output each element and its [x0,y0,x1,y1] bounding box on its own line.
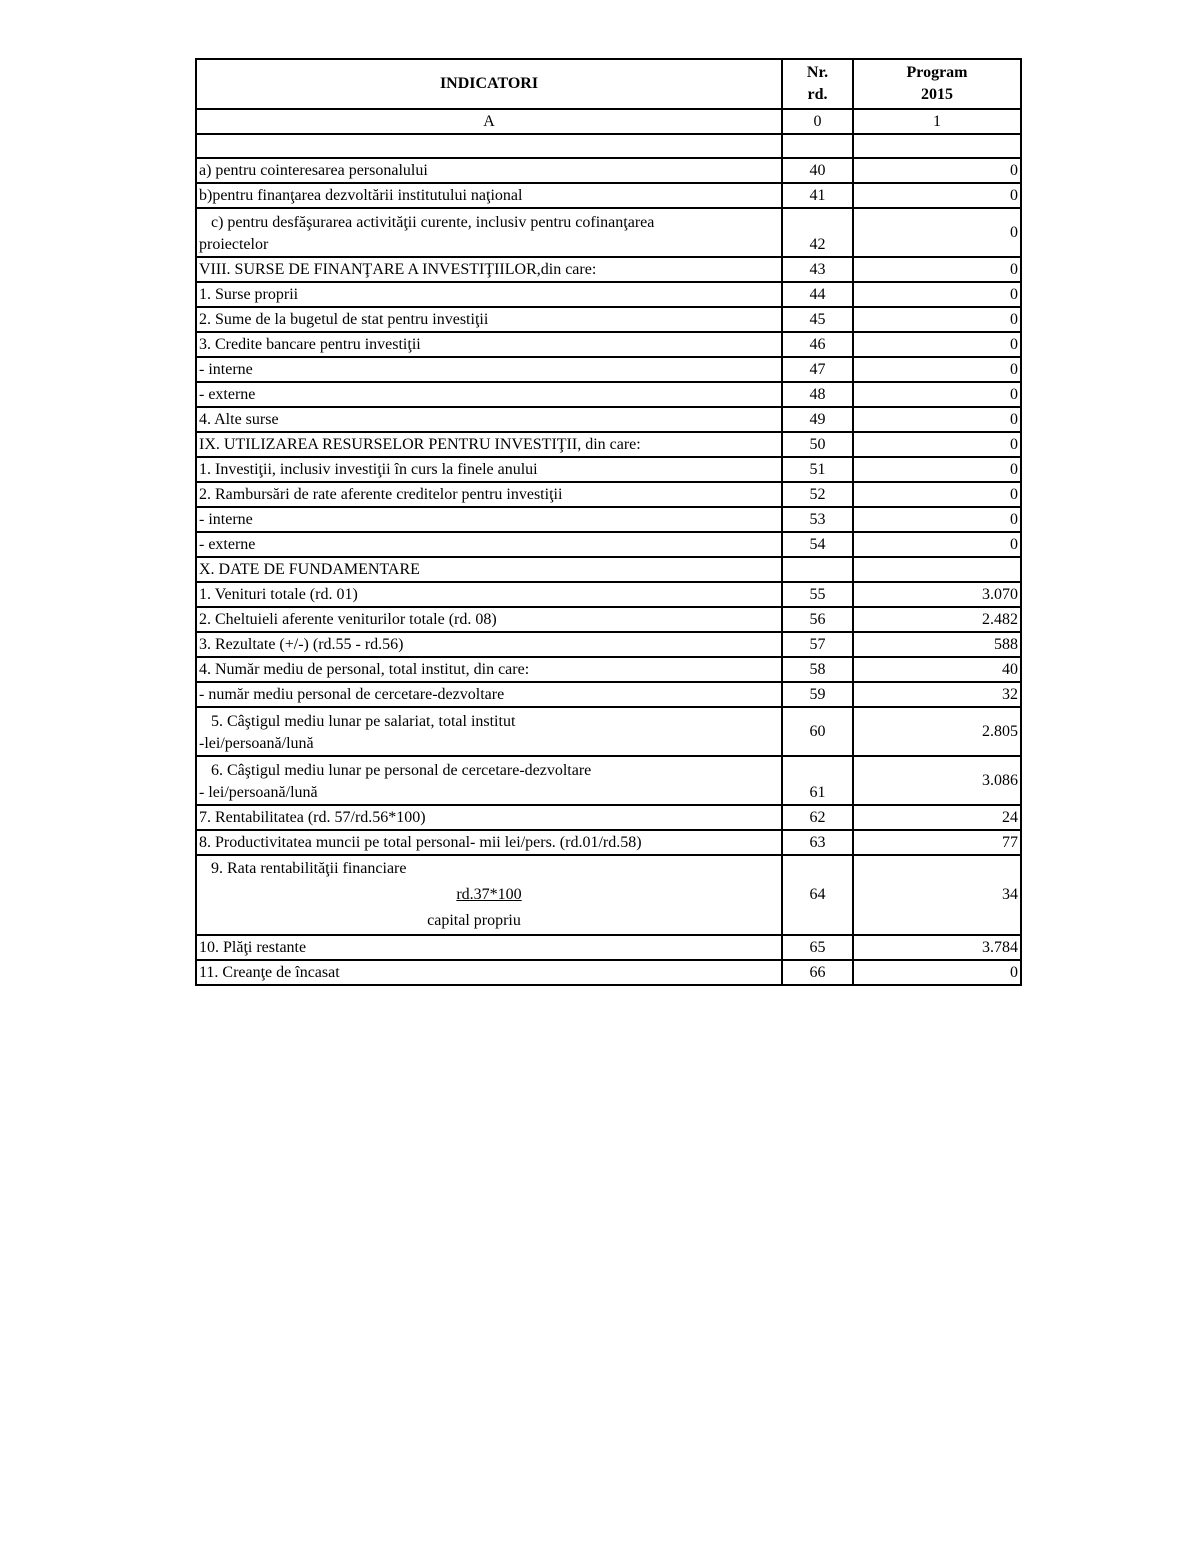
row-nr: 43 [782,257,853,282]
table-row [196,382,1021,407]
row-value: 0 [853,432,1021,457]
row-label: IX. UTILIZAREA RESURSELOR PENTRU INVESTIŢII, din care: [196,432,782,457]
row-value: 0 [853,183,1021,208]
row-label: 8. Productivitatea muncii pe total personal- mii lei/pers. (rd.01/rd.58) [196,830,782,855]
row-nr: 40 [782,158,853,183]
row-label: 1. Venituri totale (rd. 01) [196,582,782,607]
row-label [196,855,782,935]
table-row [196,407,1021,432]
table-row [196,357,1021,382]
row-label: - externe [196,382,782,407]
row-nr: 53 [782,507,853,532]
index-row [196,109,1021,134]
fraction-numerator: rd.37*100 [456,886,522,903]
table-row [196,657,1021,682]
row-nr: 46 [782,332,853,357]
table-row [196,855,1021,935]
row-label: b)pentru finanţarea dezvoltării institutului naţional [196,183,782,208]
empty-cell [196,134,782,158]
row-label [196,707,782,756]
row-label [196,208,782,257]
table-row [196,707,1021,756]
row-label: 2. Rambursări de rate aferente creditelor pentru investiţii [196,482,782,507]
row-nr: 61 [782,756,853,805]
row-value: 3.070 [853,582,1021,607]
row-value: 0 [853,407,1021,432]
row-label: a) pentru cointeresarea personalului [196,158,782,183]
row-label: 10. Plăţi restante [196,935,782,960]
table-row [196,756,1021,805]
header-nr [782,59,853,109]
index-nr: 0 [782,109,853,134]
row-nr: 57 [782,632,853,657]
table-row [196,208,1021,257]
row-label-line1: 5. Câştigul mediu lunar pe salariat, total institut [211,713,516,730]
row-label: X. DATE DE FUNDAMENTARE [196,557,782,582]
table-row [196,457,1021,482]
row-value: 0 [853,307,1021,332]
table-row [196,332,1021,357]
row-label: - număr mediu personal de cercetare-dezvoltare [196,682,782,707]
row-label-line1: 9. Rata rentabilităţii financiare [211,860,407,877]
row-nr: 54 [782,532,853,557]
row-nr: 55 [782,582,853,607]
row-nr: 63 [782,830,853,855]
row-label-line1: 6. Câştigul mediu lunar pe personal de cercetare-dezvoltare [211,762,592,779]
row-nr: 64 [782,855,853,935]
table-row [196,682,1021,707]
row-nr: 65 [782,935,853,960]
row-label: 3. Rezultate (+/-) (rd.55 - rd.56) [196,632,782,657]
row-nr: 66 [782,960,853,985]
row-value: 0 [853,507,1021,532]
row-label: 2. Sume de la bugetul de stat pentru investiţii [196,307,782,332]
table-row [196,532,1021,557]
row-value: 24 [853,805,1021,830]
row-nr: 62 [782,805,853,830]
row-nr: 47 [782,357,853,382]
row-label: 1. Surse proprii [196,282,782,307]
row-label: 7. Rentabilitatea (rd. 57/rd.56*100) [196,805,782,830]
row-nr: 41 [782,183,853,208]
row-nr: 50 [782,432,853,457]
table-row [196,935,1021,960]
row-value: 40 [853,657,1021,682]
row-label: - externe [196,532,782,557]
row-value: 32 [853,682,1021,707]
row-label-line2: proiectelor [199,236,269,253]
header-program-line2: 2015 [921,86,953,103]
table-row [196,607,1021,632]
row-nr: 42 [782,208,853,257]
row-nr [782,557,853,582]
header-row [196,59,1021,109]
table-row [196,830,1021,855]
table-row [196,482,1021,507]
indicators-table [195,58,1022,986]
index-a: A [196,109,782,134]
row-value: 0 [853,457,1021,482]
row-nr: 59 [782,682,853,707]
empty-row [196,134,1021,158]
header-program [853,59,1021,109]
empty-cell [853,134,1021,158]
row-value: 3.784 [853,935,1021,960]
row-nr: 48 [782,382,853,407]
row-label: VIII. SURSE DE FINANŢARE A INVESTIŢIILOR,din care: [196,257,782,282]
row-value [853,557,1021,582]
table-row [196,307,1021,332]
table-row [196,557,1021,582]
row-nr: 49 [782,407,853,432]
row-nr: 45 [782,307,853,332]
row-value: 34 [853,855,1021,935]
row-value: 588 [853,632,1021,657]
row-nr: 52 [782,482,853,507]
table-row [196,158,1021,183]
row-value: 2.482 [853,607,1021,632]
table-row [196,432,1021,457]
row-label: - interne [196,357,782,382]
row-nr: 56 [782,607,853,632]
row-label: 3. Credite bancare pentru investiţii [196,332,782,357]
row-value: 0 [853,532,1021,557]
row-value: 2.805 [853,707,1021,756]
row-value: 0 [853,357,1021,382]
header-nr-line1: Nr. [806,64,829,81]
table-row [196,960,1021,985]
fraction-denominator: capital propriu [427,912,521,929]
row-label-line1: c) pentru desfăşurarea activităţii curente, inclusiv pentru cofinanţarea [211,214,655,231]
table-row [196,183,1021,208]
row-label: 2. Cheltuieli aferente veniturilor totale (rd. 08) [196,607,782,632]
row-label: 11. Creanţe de încasat [196,960,782,985]
row-label [196,756,782,805]
header-indicatori: INDICATORI [196,59,782,109]
row-label-line2: - lei/persoană/lună [199,784,318,801]
row-nr: 58 [782,657,853,682]
row-nr: 51 [782,457,853,482]
row-label: 1. Investiţii, inclusiv investiţii în curs la finele anului [196,457,782,482]
row-value: 0 [853,282,1021,307]
row-value: 0 [853,208,1021,257]
row-value: 0 [853,257,1021,282]
row-value: 3.086 [853,756,1021,805]
row-value: 0 [853,960,1021,985]
row-label: 4. Alte surse [196,407,782,432]
row-nr: 60 [782,707,853,756]
table-row [196,632,1021,657]
row-value: 0 [853,382,1021,407]
table-row [196,805,1021,830]
row-value: 77 [853,830,1021,855]
row-label-line2: -lei/persoană/lună [199,735,314,752]
row-value: 0 [853,482,1021,507]
row-value: 0 [853,332,1021,357]
row-label: - interne [196,507,782,532]
table-row [196,257,1021,282]
table-row [196,282,1021,307]
header-nr-line2: rd. [807,86,828,103]
row-nr: 44 [782,282,853,307]
row-label: 4. Număr mediu de personal, total institut, din care: [196,657,782,682]
index-prog: 1 [853,109,1021,134]
empty-cell [782,134,853,158]
table-row [196,582,1021,607]
row-value: 0 [853,158,1021,183]
table-row [196,507,1021,532]
header-program-line1: Program [906,64,968,81]
